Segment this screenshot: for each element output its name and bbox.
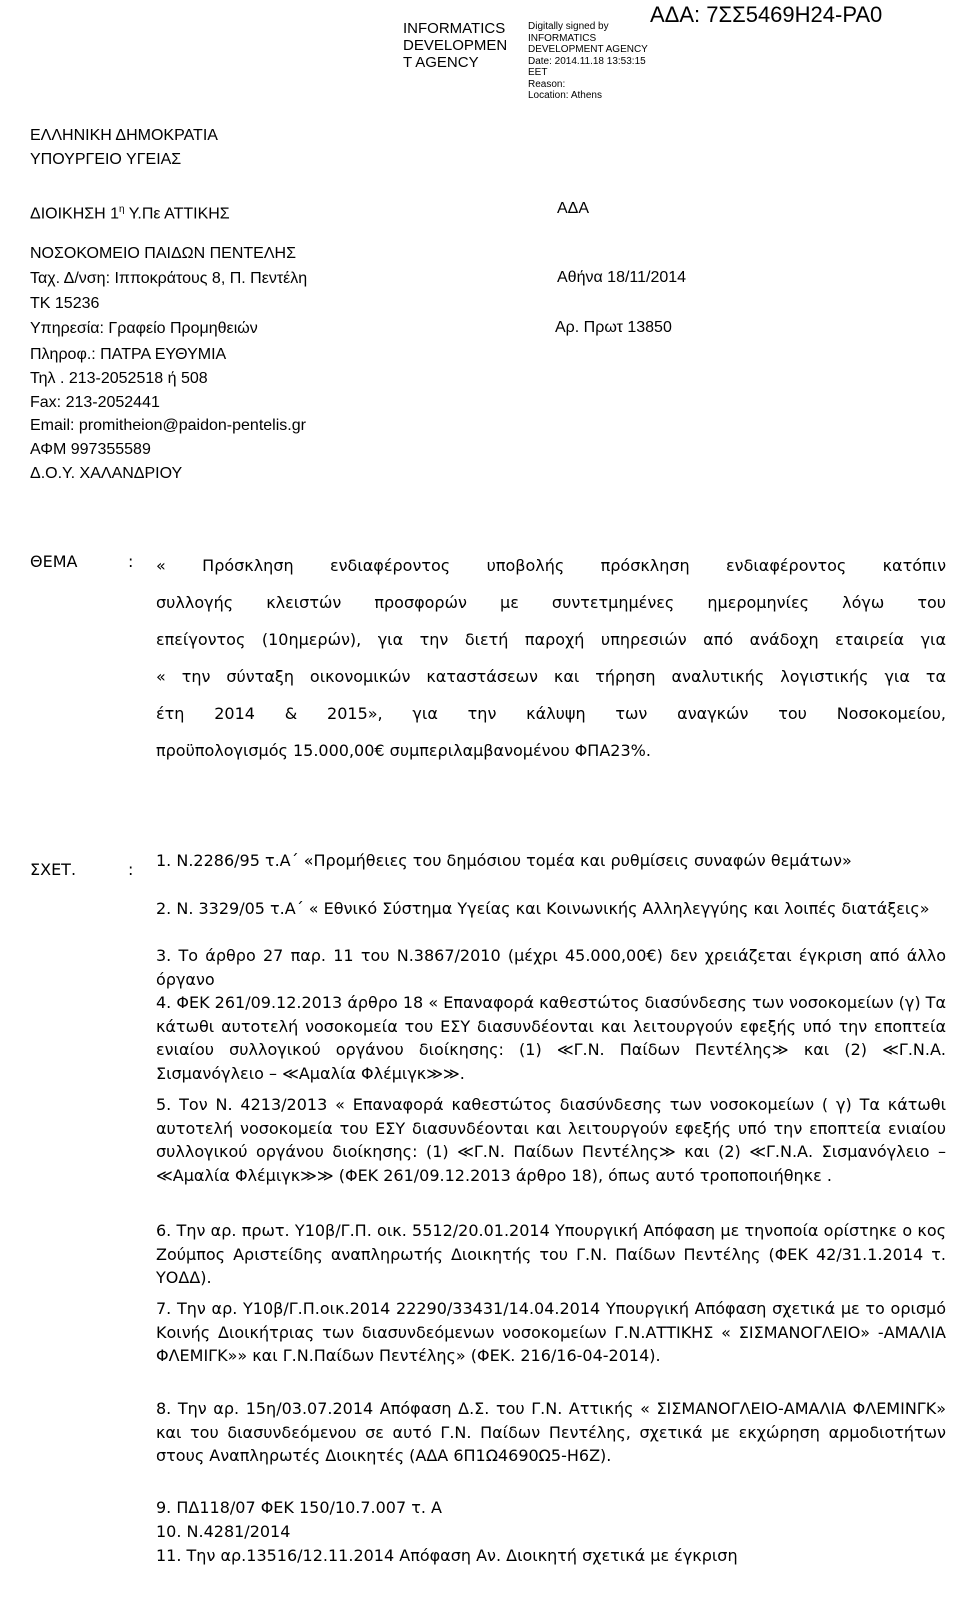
subject-colon: :: [128, 552, 134, 571]
header-contact-person: Πληροφ.: ΠΑΤΡΑ ΕΥΘΥΜΙΑ: [30, 346, 227, 363]
header-postal-code: ΤΚ 15236: [30, 295, 100, 312]
header-ada-label: ΑΔΑ: [557, 200, 590, 217]
header-administration: ΔΙΟΙΚΗΣΗ $1^\eta$ Υ.Πε ΑΤΤΙΚΗΣ: [30, 204, 230, 223]
ada-code-top: ΑΔΑ: 7ΣΣ5469Η24-ΡΑ0: [650, 2, 883, 27]
reference-item-11: 11. Την αρ.13516/12.11.2014 Απόφαση Αν. Διοικητή σχετικά με έγκριση: [156, 1546, 738, 1565]
header-email: Email: promitheion@paidon-pentelis.gr: [30, 417, 306, 434]
reference-item-4: 4. ΦΕΚ 261/09.12.2013 άρθρο 18 « Επαναφορά καθεστώτος διασύνδεσης των νοσοκομείων (γ) Τα κάτωθι αυτοτελή νοσοκομεία του ΕΣΥ διασυνδέονται και λειτουργούν εφεξής υπό την εποπτεία ενιαίου συλλογικού οργάνου διοίκησης: (1) ≪Γ.Ν. Παίδων Πεντέλης≫ και (2) ≪Γ.Ν.Α. Σισμανόγλειο – ≪Αμαλία Φλέμιγκ≫≫.: [156, 993, 946, 1084]
reference-item-5: 5. Τον Ν. 4213/2013 « Επαναφορά καθεστώτος διασύνδεσης των νοσοκομείων ( γ) Τα κάτωθι αυτοτελή νοσοκομεία του ΕΣΥ διασυνδέονται και λειτουργούν εφεξής υπό την εποπτεία ενιαίου συλλογικού οργάνου διοίκησης: (1) ≪Γ.Ν. Παίδων Πεντέλης≫ και (2) ≪Γ.Ν.Α. Σισμανόγλειο – ≪Αμαλία Φλέμιγκ≫≫ (ΦΕΚ 261/09.12.2013 άρθρο 18), όπως αυτό τροποποιήθηκε .: [156, 1095, 946, 1186]
reference-item-1: 1. Ν.2286/95 τ.Α΄ «Προμήθειες του δημόσιου τομέα και ρυθμίσεις συναφών θεμάτων»: [156, 851, 852, 870]
subject-line: επείγοντος (10ημερών), για την διετή παροχή υπηρεσιών από ανάδοχη εταιρεία για: [156, 630, 946, 649]
header-afm: ΑΦΜ 997355589: [30, 441, 151, 458]
references-colon: :: [128, 860, 134, 879]
reference-item-10: 10. Ν.4281/2014: [156, 1522, 291, 1541]
reference-item-8: 8. Την αρ. 15η/03.07.2014 Απόφαση Δ.Σ. του Γ.Ν. Αττικής « ΣΙΣΜΑΝΟΓΛΕΙΟ-ΑΜΑΛΙΑ ΦΛΕΜΙΝΓΚ» και του διασυνδεόμενου σε αυτό Γ.Ν. Παίδων Πεντέλης, σχετικά με εκχώρηση αρμοδιοτήτων στους Αναπληρωτές Διοικητές (ΑΔΑ 6Π1Ω4690Ω5-Η6Ζ).: [156, 1399, 946, 1466]
reference-item-2: 2. Ν. 3329/05 τ.Α΄ « Εθνικό Σύστημα Υγείας και Κοινωνικής Αλληλεγγύης και λοιπές διατάξεις»: [156, 899, 930, 918]
header-fax: Fax: 213-2052441: [30, 394, 160, 411]
reference-item-7: 7. Την αρ. Υ10β/Γ.Π.οικ.2014 22290/33431/14.04.2014 Υπουργική Απόφαση σχετικά με το ορισμό Κοινής Διοικήτριας των διασυνδεόμενων νοσοκομείων Γ.Ν.ΑΤΤΙΚΗΣ « ΣΙΣΜΑΝΟΓΛΕΙΟ» -ΑΜΑΛΙΑ ΦΛΕΜΙΓΚ»» και Γ.Ν.Παίδων Πεντέλης» (ΦΕΚ. 216/16-04-2014).: [156, 1299, 946, 1366]
header-date: Αθήνα 18/11/2014: [557, 269, 687, 286]
subject-line: προϋπολογισμός 15.000,00€ συμπεριλαμβανομένου ΦΠΑ23%.: [156, 741, 651, 760]
signature-details: Digitally signed by INFORMATICS DEVELOPMENT AGENCY Date: 2014.11.18 13:53:15 EET Reason: Location: Athens: [528, 21, 648, 101]
subject-line: έτη 2014 & 2015», για την κάλυψη των αναγκών του Νοσοκομείου,: [156, 704, 946, 723]
header-protocol-number: Αρ. Πρωτ 13850: [555, 319, 672, 336]
subject-text: [156, 547, 946, 769]
reference-item-3: 3. Το άρθρο 27 παρ. 11 του Ν.3867/2010 (μέχρι 45.000,00€) δεν χρειάζεται έγκριση από άλλο όργανο: [156, 946, 946, 989]
header-hospital: ΝΟΣΟΚΟΜΕΙΟ ΠΑΙΔΩΝ ΠΕΝΤΕΛΗΣ: [30, 245, 296, 262]
subject-line: « την σύνταξη οικονομικών καταστάσεων και τήρηση αναλυτικής λογιστικής για τα: [156, 667, 946, 686]
header-address: Ταχ. Δ/νση: Ιπποκράτους 8, Π. Πεντέλη: [30, 270, 308, 287]
references-label: ΣΧΕΤ.: [30, 860, 77, 879]
header-phone: Τηλ . 213-2052518 ή 508: [30, 370, 208, 387]
header-service: Υπηρεσία: Γραφείο Προμηθειών: [30, 320, 258, 337]
header-state: ΕΛΛΗΝΙΚΗ ΔΗΜΟΚΡΑΤΙΑ: [30, 127, 218, 144]
signature-signer-name: INFORMATICS DEVELOPMEN T AGENCY: [403, 20, 508, 71]
header-ministry: ΥΠΟΥΡΓΕΙΟ ΥΓΕΙΑΣ: [30, 151, 182, 168]
subject-label: ΘΕΜΑ: [30, 552, 78, 571]
reference-item-9: 9. ΠΔ118/07 ΦΕΚ 150/10.7.007 τ. Α: [156, 1498, 442, 1517]
reference-item-6: 6. Την αρ. πρωτ. Υ10β/Γ.Π. οικ. 5512/20.01.2014 Υπουργική Απόφαση με τηνοποία ορίστηκε ο κος Ζούμπος Αριστείδης αναπληρωτής Διοικητής του Γ.Ν. Παίδων Πεντέλης (ΦΕΚ 42/31.1.2014 τ. ΥΟΔΔ).: [156, 1221, 946, 1288]
header-tax-office: Δ.Ο.Υ. ΧΑΛΑΝΔΡΙΟΥ: [30, 465, 183, 482]
subject-line: « Πρόσκληση ενδιαφέροντος υποβολής πρόσκληση ενδιαφέροντος κατόπιν: [156, 556, 946, 575]
subject-line: συλλογής κλειστών προσφορών με συντετμημένες ημερομηνίες λόγω του: [156, 593, 946, 612]
